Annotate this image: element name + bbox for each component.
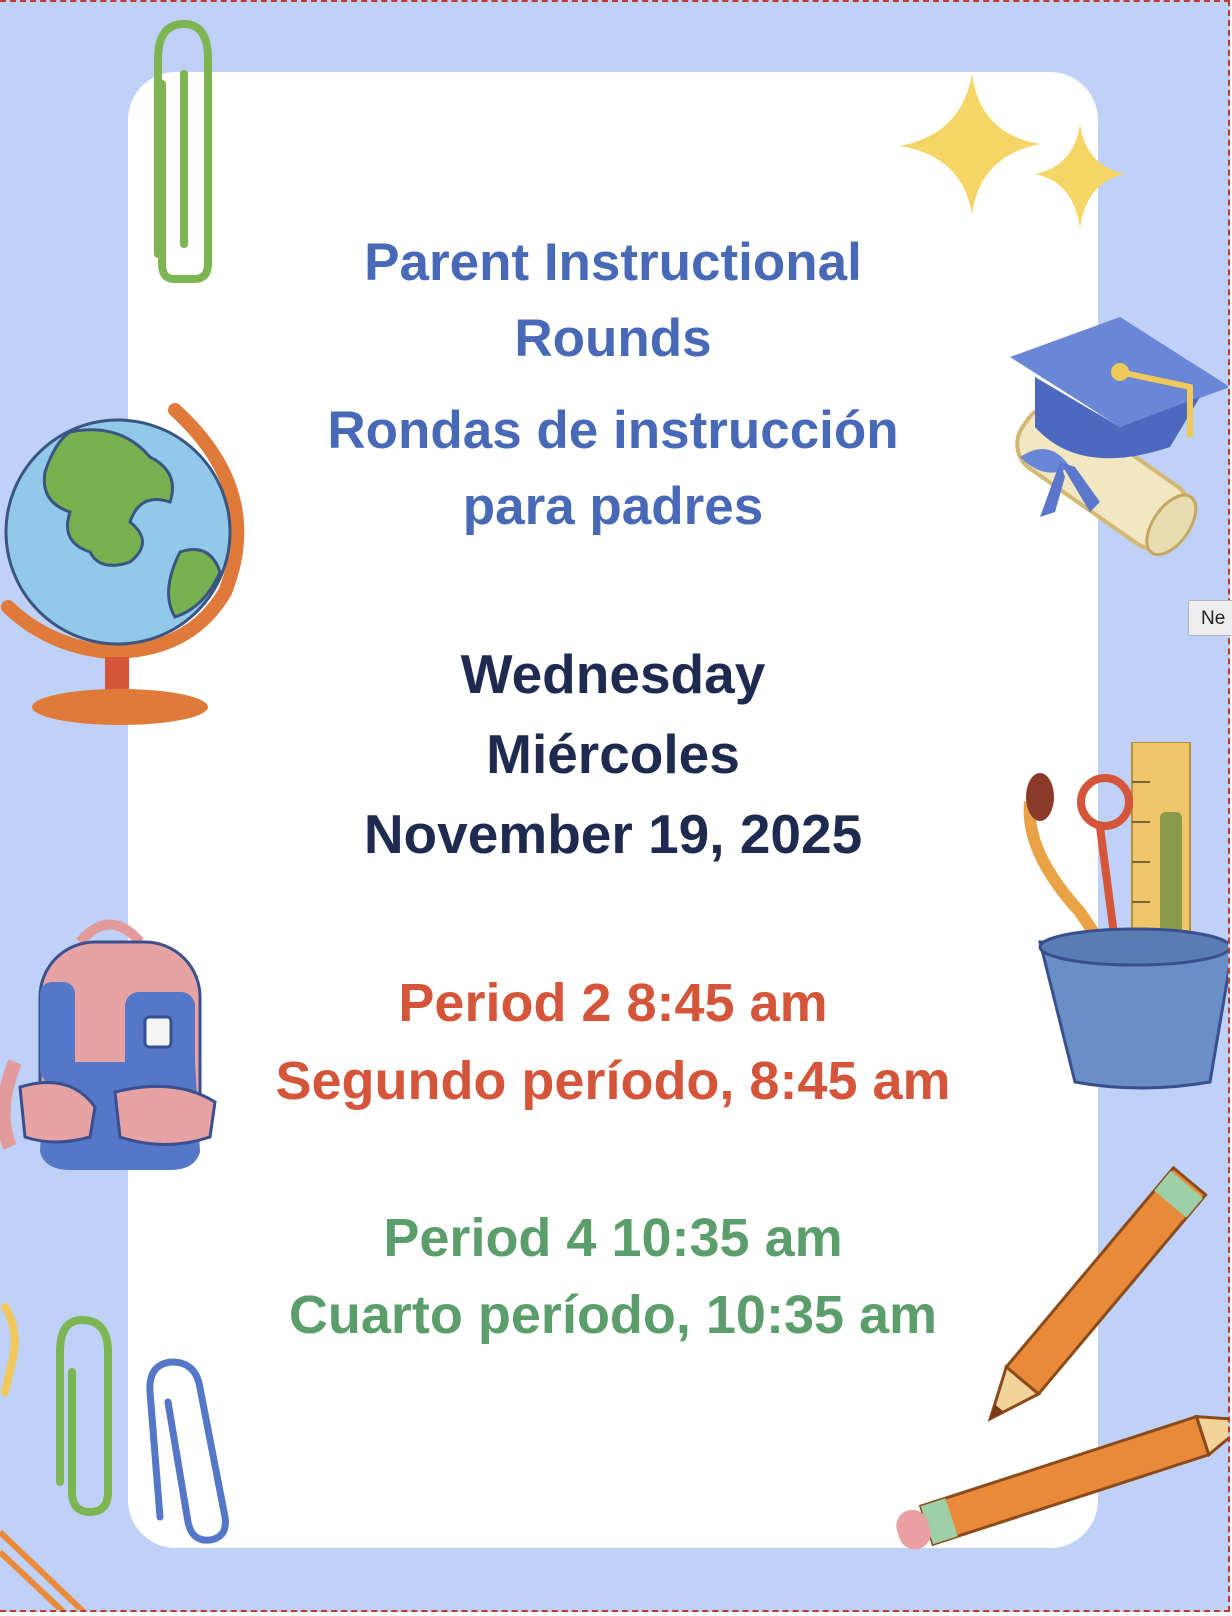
paperclip-icon (136, 14, 216, 284)
pencil-cup-icon (1020, 742, 1230, 1112)
globe-icon (0, 402, 260, 732)
title-en-line-2: Rounds (514, 309, 712, 368)
paperclip-icon (0, 1302, 260, 1612)
title-es-line-1: Rondas de instrucción (327, 401, 899, 460)
event-date: November 19, 2025 (363, 803, 863, 865)
backpack-icon (0, 912, 230, 1182)
pencil-icon (880, 1162, 1230, 1562)
period2-en: Period 2 8:45 am (398, 973, 828, 1033)
day-es: Miércoles (486, 723, 740, 785)
period4-en: Period 4 10:35 am (383, 1208, 843, 1268)
sparkle-icon (890, 64, 1140, 244)
title-en-line-1: Parent Instructional (364, 233, 862, 292)
period4-es: Cuarto período, 10:35 am (288, 1285, 938, 1345)
day-en: Wednesday (460, 643, 766, 705)
period2-es: Segundo período, 8:45 am (275, 1051, 951, 1111)
title-es-line-2: para padres (462, 477, 764, 536)
graduation-cap-icon (950, 277, 1230, 587)
next-tab[interactable]: Ne (1188, 600, 1232, 636)
